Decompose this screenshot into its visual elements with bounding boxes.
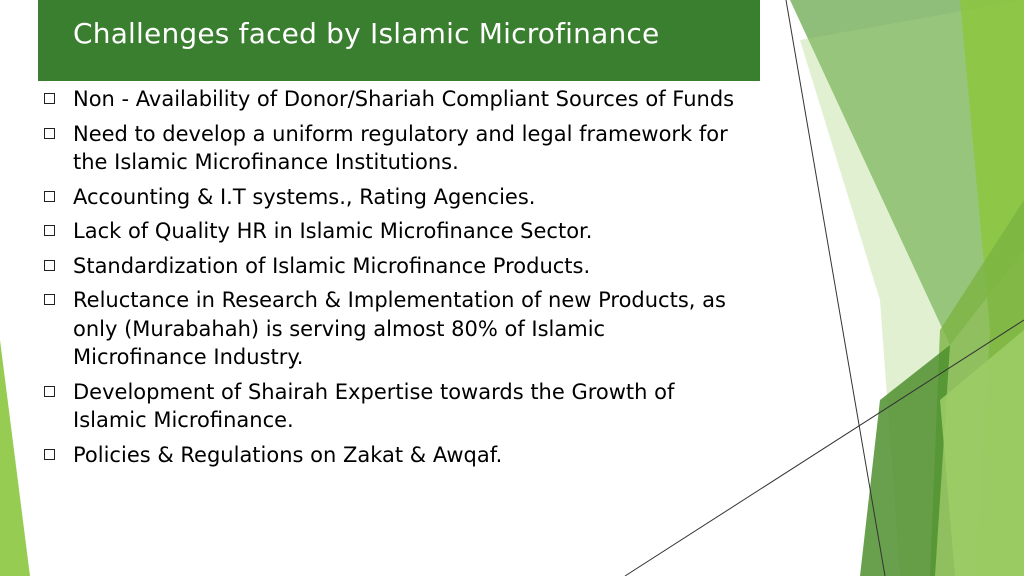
bullet-text: Lack of Quality HR in Islamic Microfinance Sector. [73,219,593,243]
square-bullet-icon [44,386,55,397]
square-bullet-icon [44,93,55,104]
bullet-text: Reluctance in Research & Implementation of new Products, as only (Murabahah) is serving almost 80% of Islamic Microfinance Industry. [73,288,726,369]
square-bullet-icon [44,294,55,305]
bullet-text: Non - Availability of Donor/Shariah Compliant Sources of Funds [73,87,735,111]
square-bullet-icon [44,449,55,460]
list-item [44,85,744,114]
left-edge-accent [0,340,30,576]
list-item [44,378,744,435]
bullet-list [44,85,744,475]
square-bullet-icon [44,191,55,202]
square-bullet-icon [44,128,55,139]
slide-title: Challenges faced by Islamic Microfinance [73,17,660,50]
bullet-text: Need to develop a uniform regulatory and legal framework for the Islamic Microfinance Institutions. [73,121,728,174]
list-item [44,217,744,246]
list-item [44,286,744,372]
list-item [44,441,744,470]
list-item [44,120,744,177]
bullet-text: Accounting & I.T systems., Rating Agencies. [73,184,536,209]
title-bar [38,0,760,81]
bullet-text: Development of Shairah Expertise towards the Growth of Islamic Microfinance. [73,379,675,432]
list-item [44,183,744,212]
bullet-text: Standardization of Islamic Microfinance Products. [73,253,591,278]
square-bullet-icon [44,225,55,236]
list-item [44,252,744,281]
square-bullet-icon [44,260,55,271]
bullet-text: Policies & Regulations on Zakat & Awqaf. [73,442,503,467]
